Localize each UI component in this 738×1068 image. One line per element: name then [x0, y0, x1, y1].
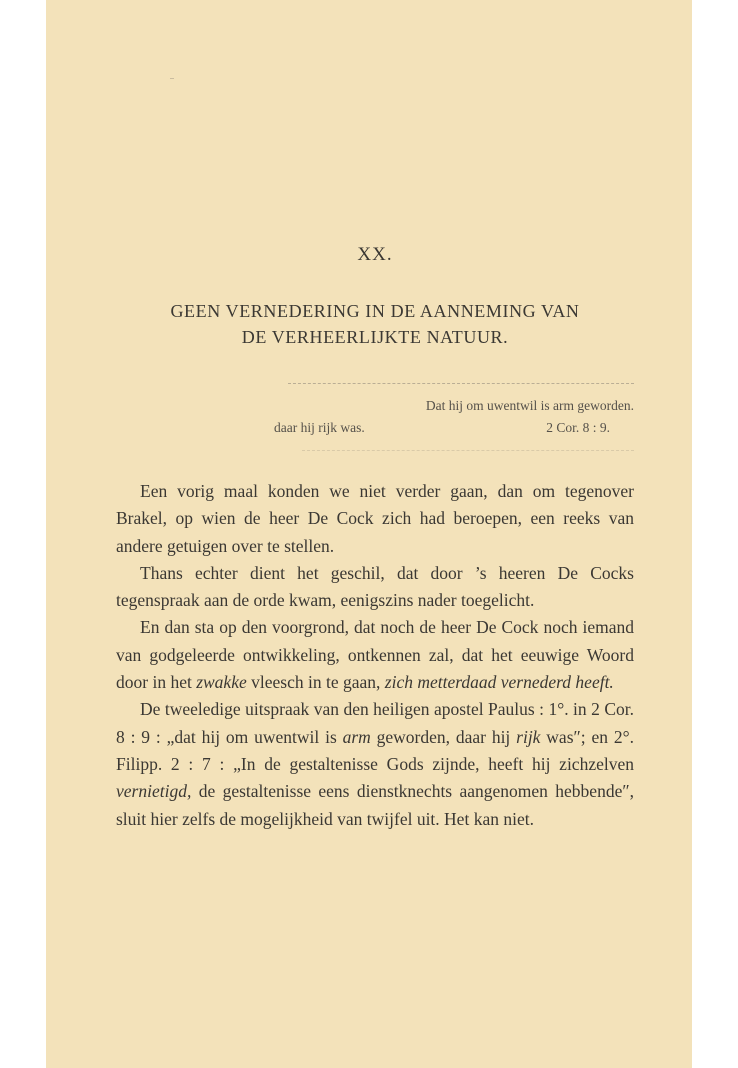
- page-speck: [170, 78, 174, 79]
- paragraph-4: [116, 696, 634, 832]
- epigraph-bottom-rule: [302, 450, 634, 451]
- chapter-title-line-2: DE VERHEERLIJKTE NATUUR.: [241, 327, 509, 347]
- epigraph-top-rule: [288, 383, 634, 384]
- paragraph-4-italic-1: arm: [342, 726, 371, 747]
- paragraph-2: Thans echter dient het geschil, dat door ’s heeren De Cocks tegenspraak aan de orde kwam, eenigszins nader toegelicht.: [116, 562, 634, 611]
- book-page: [46, 0, 692, 1068]
- chapter-title-line-1: GEEN VERNEDERING IN DE AANNEMING VAN: [170, 301, 580, 321]
- paragraph-4-text-a: De tweeledige uitspraak van den heiligen apostel Paulus : 1°. in 2 Cor. 8 : 9 : „dat hij om uwentwil is: [116, 699, 634, 747]
- epigraph: [274, 395, 634, 439]
- epigraph-line-1: Dat hij om uwentwil is arm geworden.: [425, 398, 634, 413]
- paragraph-3-text-b: vleesch in te gaan,: [246, 672, 385, 693]
- paragraph-4-italic-2: rijk: [516, 726, 541, 747]
- body-text: [116, 478, 634, 833]
- paragraph-4-text-b: geworden, daar hij: [370, 726, 517, 747]
- epigraph-reference: 2 Cor. 8 : 9.: [546, 420, 610, 435]
- paragraph-4-text-d: de gestaltenisse eens dienstknechts aangenomen hebbende″, sluit hier zelfs de mogelijkheid van twijfel uit. Het kan niet.: [116, 781, 634, 829]
- chapter-number: XX.: [357, 244, 393, 265]
- paragraph-4-italic-3: vernietigd,: [116, 781, 192, 802]
- paragraph-3-italic-2: zich metterdaad vernederd heeft.: [384, 672, 614, 693]
- paragraph-3: [116, 614, 634, 696]
- chapter-title: [116, 298, 634, 350]
- paragraph-4-text-c: was″; en 2°. Filipp. 2 : 7 : „In de gestaltenisse Gods zijnde, heeft hij zichzelven: [116, 726, 634, 774]
- paragraph-3-text-a: En dan sta op den voorgrond, dat noch de heer De Cock noch iemand van godgeleerde ontwikkeling, ontkennen zal, dat het eeuwige Woord door in het: [116, 617, 634, 693]
- paragraph-3-italic-1: zwakke: [196, 672, 247, 693]
- paragraph-1: Een vorig maal konden we niet verder gaan, dan om tegenover Brakel, op wien de heer De Cock zich had beroepen, een reeks van andere getuigen over te stellen.: [116, 481, 634, 556]
- epigraph-text: daar hij rijk was.: [274, 420, 365, 435]
- epigraph-line-2: [274, 417, 634, 439]
